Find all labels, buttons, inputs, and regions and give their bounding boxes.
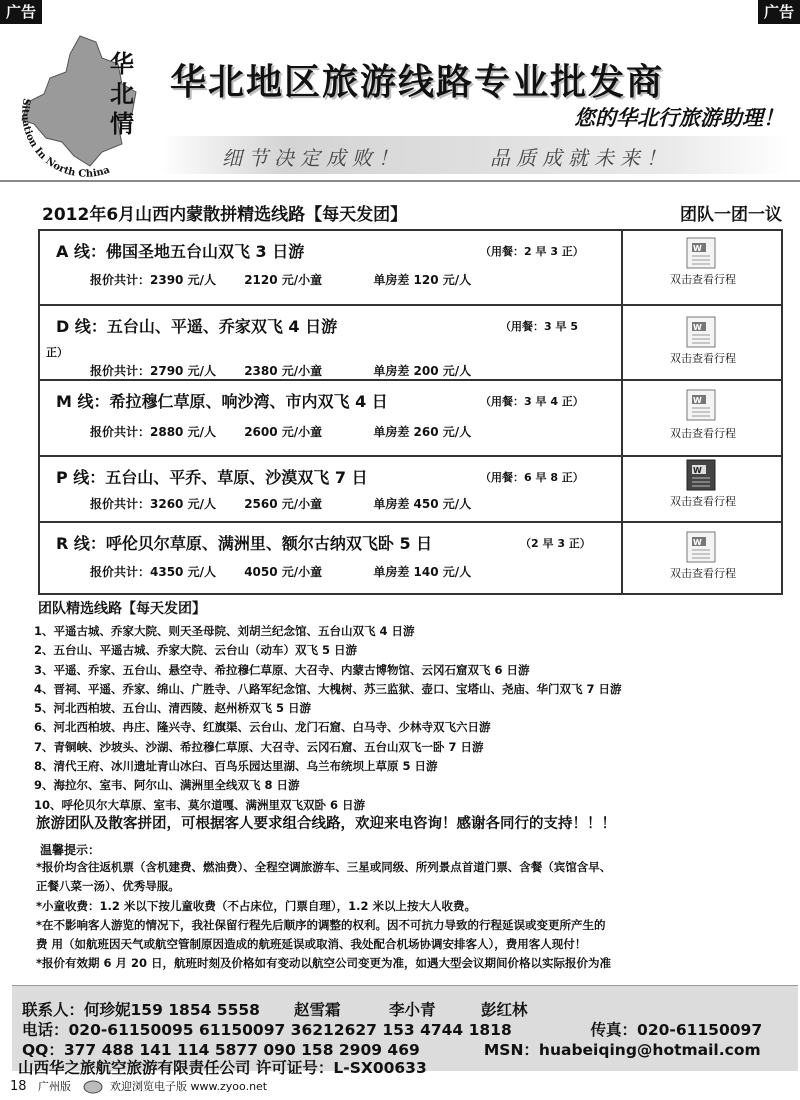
route-meals: （2 早 3 正）: [520, 537, 591, 550]
fax-label: 传真：: [590, 1021, 638, 1039]
list-item: 1、平遥古城、乔家大院、则天圣母院、刘胡兰纪念馆、五台山双飞 4 日游: [34, 624, 415, 638]
tip-line: 正餐八菜一汤）、优秀导服。: [36, 879, 180, 894]
route-meals: （用餐：2 早 3 正）: [480, 245, 584, 258]
contact-person-3: 李小青: [389, 1001, 436, 1019]
adult-price: 报价共计：4350 元/人: [90, 565, 216, 579]
view-itinerary-link[interactable]: [625, 231, 781, 304]
logo-arc-text: Situation In North China: [19, 97, 112, 178]
slogan-right: 品质成就未来！: [490, 146, 672, 170]
fax-number: 020-61150097: [637, 1021, 763, 1039]
list-item: 4、晋祠、平遥、乔家、绵山、广胜寺、八路军纪念馆、大槐树、苏三监狱、壶口、宝塔山、尧庙、华门双飞 7 日游: [34, 681, 622, 696]
view-itinerary-link[interactable]: [625, 523, 781, 593]
phone-numbers: 020-61150095 61150097 36212627 153 4744 1818: [68, 1021, 512, 1039]
edition-label: 广州版: [38, 1080, 72, 1093]
child-price: 2380 元/小童: [244, 364, 323, 378]
word-document-icon: [683, 389, 719, 421]
list-item: 6、河北西柏坡、冉庄、隆兴寺、红旗渠、云台山、龙门石窟、白马寺、少林寺双飞六日游: [34, 720, 491, 735]
word-document-icon: [683, 316, 719, 348]
word-document-icon: [683, 237, 719, 269]
logo: [10, 28, 160, 178]
single-room-price: 单房差 260 元/人: [373, 425, 472, 439]
slogan-bar: [160, 136, 790, 174]
qq-numbers: 377 488 141 114 5877 090 158 2909 469: [63, 1041, 420, 1059]
publication-logo-icon: [83, 1080, 103, 1094]
ad-tag-right: 广告: [758, 0, 800, 24]
page-subtitle: 您的华北行旅游助理！: [574, 105, 784, 130]
footer-text[interactable]: 欢迎浏览电子版 www.zyoo.net: [110, 1080, 268, 1093]
svg-text:W: W: [693, 466, 702, 475]
price-row: [90, 271, 471, 288]
list-item: 2、五台山、平遥古城、乔家大院、云台山（动车）双飞 5 日游: [34, 643, 358, 658]
view-itinerary-label: 双击查看行程: [670, 427, 736, 440]
slogan-left: 细节决定成败！: [222, 146, 404, 170]
svg-text:W: W: [693, 538, 702, 547]
svg-text:W: W: [693, 244, 702, 253]
view-itinerary-link[interactable]: [625, 457, 781, 521]
single-room-price: 单房差 200 元/人: [373, 364, 472, 378]
tip-line: *在不影响客人游览的情况下，我社保留行程先后顺序的调整的权利。因不可抗力导致的行程延误或变更所产生的: [36, 917, 606, 932]
view-itinerary-link[interactable]: [625, 381, 781, 455]
tips-title: 温馨提示：: [40, 843, 101, 857]
list-item: 3、平遥、乔家、五台山、悬空寺、希拉穆仁草原、大召寺、内蒙古博物馆、云冈石窟双飞 6 日游: [34, 662, 530, 677]
route-row: [40, 306, 781, 381]
adult-price: 报价共计：3260 元/人: [90, 497, 216, 511]
list-item: 7、青铜峡、沙坡头、沙湖、希拉穆仁草原、大召寺、云冈石窟、五台山双飞一卧 7 日游: [34, 739, 484, 754]
tip-line: *报价有效期 6 月 20 日，航班时刻及价格如有变动以航空公司变更为准，如遇大型会议期间价格以实际报价为准: [36, 956, 612, 971]
welcome-message: 旅游团队及散客拼团，可根据客人要求组合线路，欢迎来电咨询！感谢各同行的支持！！！: [36, 816, 616, 832]
page-number: 18: [10, 1079, 27, 1094]
qq-label: QQ：: [22, 1041, 64, 1059]
price-row: [90, 362, 471, 379]
phone-label: 电话：: [22, 1021, 69, 1039]
logo-char-2: 北: [110, 79, 134, 108]
route-row: [40, 231, 781, 306]
list-item: 10、呼伦贝尔大草原、室韦、莫尔道嘎、满洲里双飞双卧 6 日游: [34, 797, 366, 812]
logo-char-1: 华: [110, 49, 134, 78]
contact-person-4: 彭红林: [481, 1001, 528, 1019]
tip-line: *小童收费：1.2 米以下按儿童收费（不占床位，门票自理），1.2 米以上按大人收费。: [36, 898, 477, 913]
route-name: M 线：希拉穆仁草原、响沙湾、市内双飞 4 日: [56, 392, 388, 411]
route-info: [40, 231, 623, 304]
route-row: [40, 381, 781, 457]
contact-label: 联系人：: [22, 1001, 85, 1019]
route-meals: （用餐：6 早 8 正）: [480, 471, 584, 484]
view-itinerary-label: 双击查看行程: [670, 273, 736, 286]
price-row: [90, 563, 471, 580]
logo-char-3: 情: [110, 109, 134, 138]
route-meals: （用餐：3 早 4 正）: [480, 395, 584, 408]
svg-text:W: W: [693, 396, 702, 405]
team-label: 团队一团一议: [680, 205, 782, 225]
single-room-price: 单房差 140 元/人: [373, 565, 472, 579]
group-routes-title: 团队精选线路【每天发团】: [38, 601, 206, 617]
route-info: [40, 457, 623, 521]
word-document-icon: [683, 459, 719, 491]
route-name: P 线：五台山、平乔、草原、沙漠双飞 7 日: [56, 468, 368, 487]
view-itinerary-label: 双击查看行程: [670, 352, 736, 365]
header-divider: [0, 180, 800, 182]
route-info: [40, 523, 623, 593]
child-price: 4050 元/小童: [244, 565, 323, 579]
page-title: 华北地区旅游线路专业批发商: [170, 61, 665, 103]
contact-block: [12, 985, 798, 1077]
route-row: [40, 457, 781, 523]
single-room-price: 单房差 450 元/人: [373, 497, 472, 511]
contact-person-1: 何珍妮159 1854 5558: [84, 1001, 260, 1019]
view-itinerary-label: 双击查看行程: [670, 567, 736, 580]
route-info: [40, 306, 623, 379]
word-document-icon: [683, 531, 719, 563]
single-room-price: 单房差 120 元/人: [373, 273, 472, 287]
tip-line: 费 用（如航班因天气或航空管制原因造成的航班延误或取消、我处配合机场协调安排客人），费用客人现付！: [36, 937, 587, 952]
section-title: 2012年6月山西内蒙散拼精选线路【每天发团】: [42, 205, 408, 225]
list-item: 8、清代王府、冰川遗址青山冰臼、百鸟乐园达里湖、乌兰布统坝上草原 5 日游: [34, 759, 438, 774]
tip-line: *报价均含往返机票（含机建费、燃油费）、全程空调旅游车、三星或同级、所列景点首道门票、含餐（宾馆含早、: [36, 860, 612, 874]
ad-tag-left: 广告: [0, 0, 42, 24]
route-name: A 线：佛国圣地五台山双飞 3 日游: [56, 242, 305, 261]
msn-address: huabeiqing@hotmail.com: [538, 1041, 761, 1059]
price-row: [90, 495, 471, 512]
contact-phones: [22, 1018, 762, 1040]
contact-persons: [22, 998, 528, 1020]
route-name: D 线：五台山、平遥、乔家双飞 4 日游: [56, 317, 338, 336]
route-info: [40, 381, 623, 455]
page-footer: [10, 1078, 275, 1094]
adult-price: 报价共计：2790 元/人: [90, 364, 216, 378]
group-routes-list: [34, 622, 794, 815]
list-item: 5、河北西柏坡、五台山、清西陵、赵州桥双飞 5 日游: [34, 701, 312, 716]
view-itinerary-label: 双击查看行程: [670, 495, 736, 508]
route-meals-wrap: 正）: [46, 346, 68, 359]
contact-person-2: 赵雪霜: [294, 1001, 341, 1019]
tips-block: [36, 858, 786, 974]
list-item: 9、海拉尔、室韦、阿尔山、满洲里全线双飞 8 日游: [34, 778, 300, 793]
child-price: 2120 元/小童: [244, 273, 323, 287]
price-row: [90, 423, 471, 440]
child-price: 2600 元/小童: [244, 425, 323, 439]
msn-label: MSN：: [483, 1041, 539, 1059]
route-meals: （用餐：3 早 5: [500, 320, 578, 333]
routes-table: [38, 229, 783, 595]
child-price: 2560 元/小童: [244, 497, 323, 511]
adult-price: 报价共计：2880 元/人: [90, 425, 216, 439]
company-line: 山西华之旅航空旅游有限责任公司 许可证号：L-SX00633: [18, 1059, 427, 1077]
route-row: [40, 523, 781, 593]
route-name: R 线：呼伦贝尔草原、满洲里、额尔古纳双飞卧 5 日: [56, 534, 433, 553]
view-itinerary-link[interactable]: [625, 306, 781, 379]
svg-text:W: W: [693, 323, 702, 332]
adult-price: 报价共计：2390 元/人: [90, 273, 216, 287]
